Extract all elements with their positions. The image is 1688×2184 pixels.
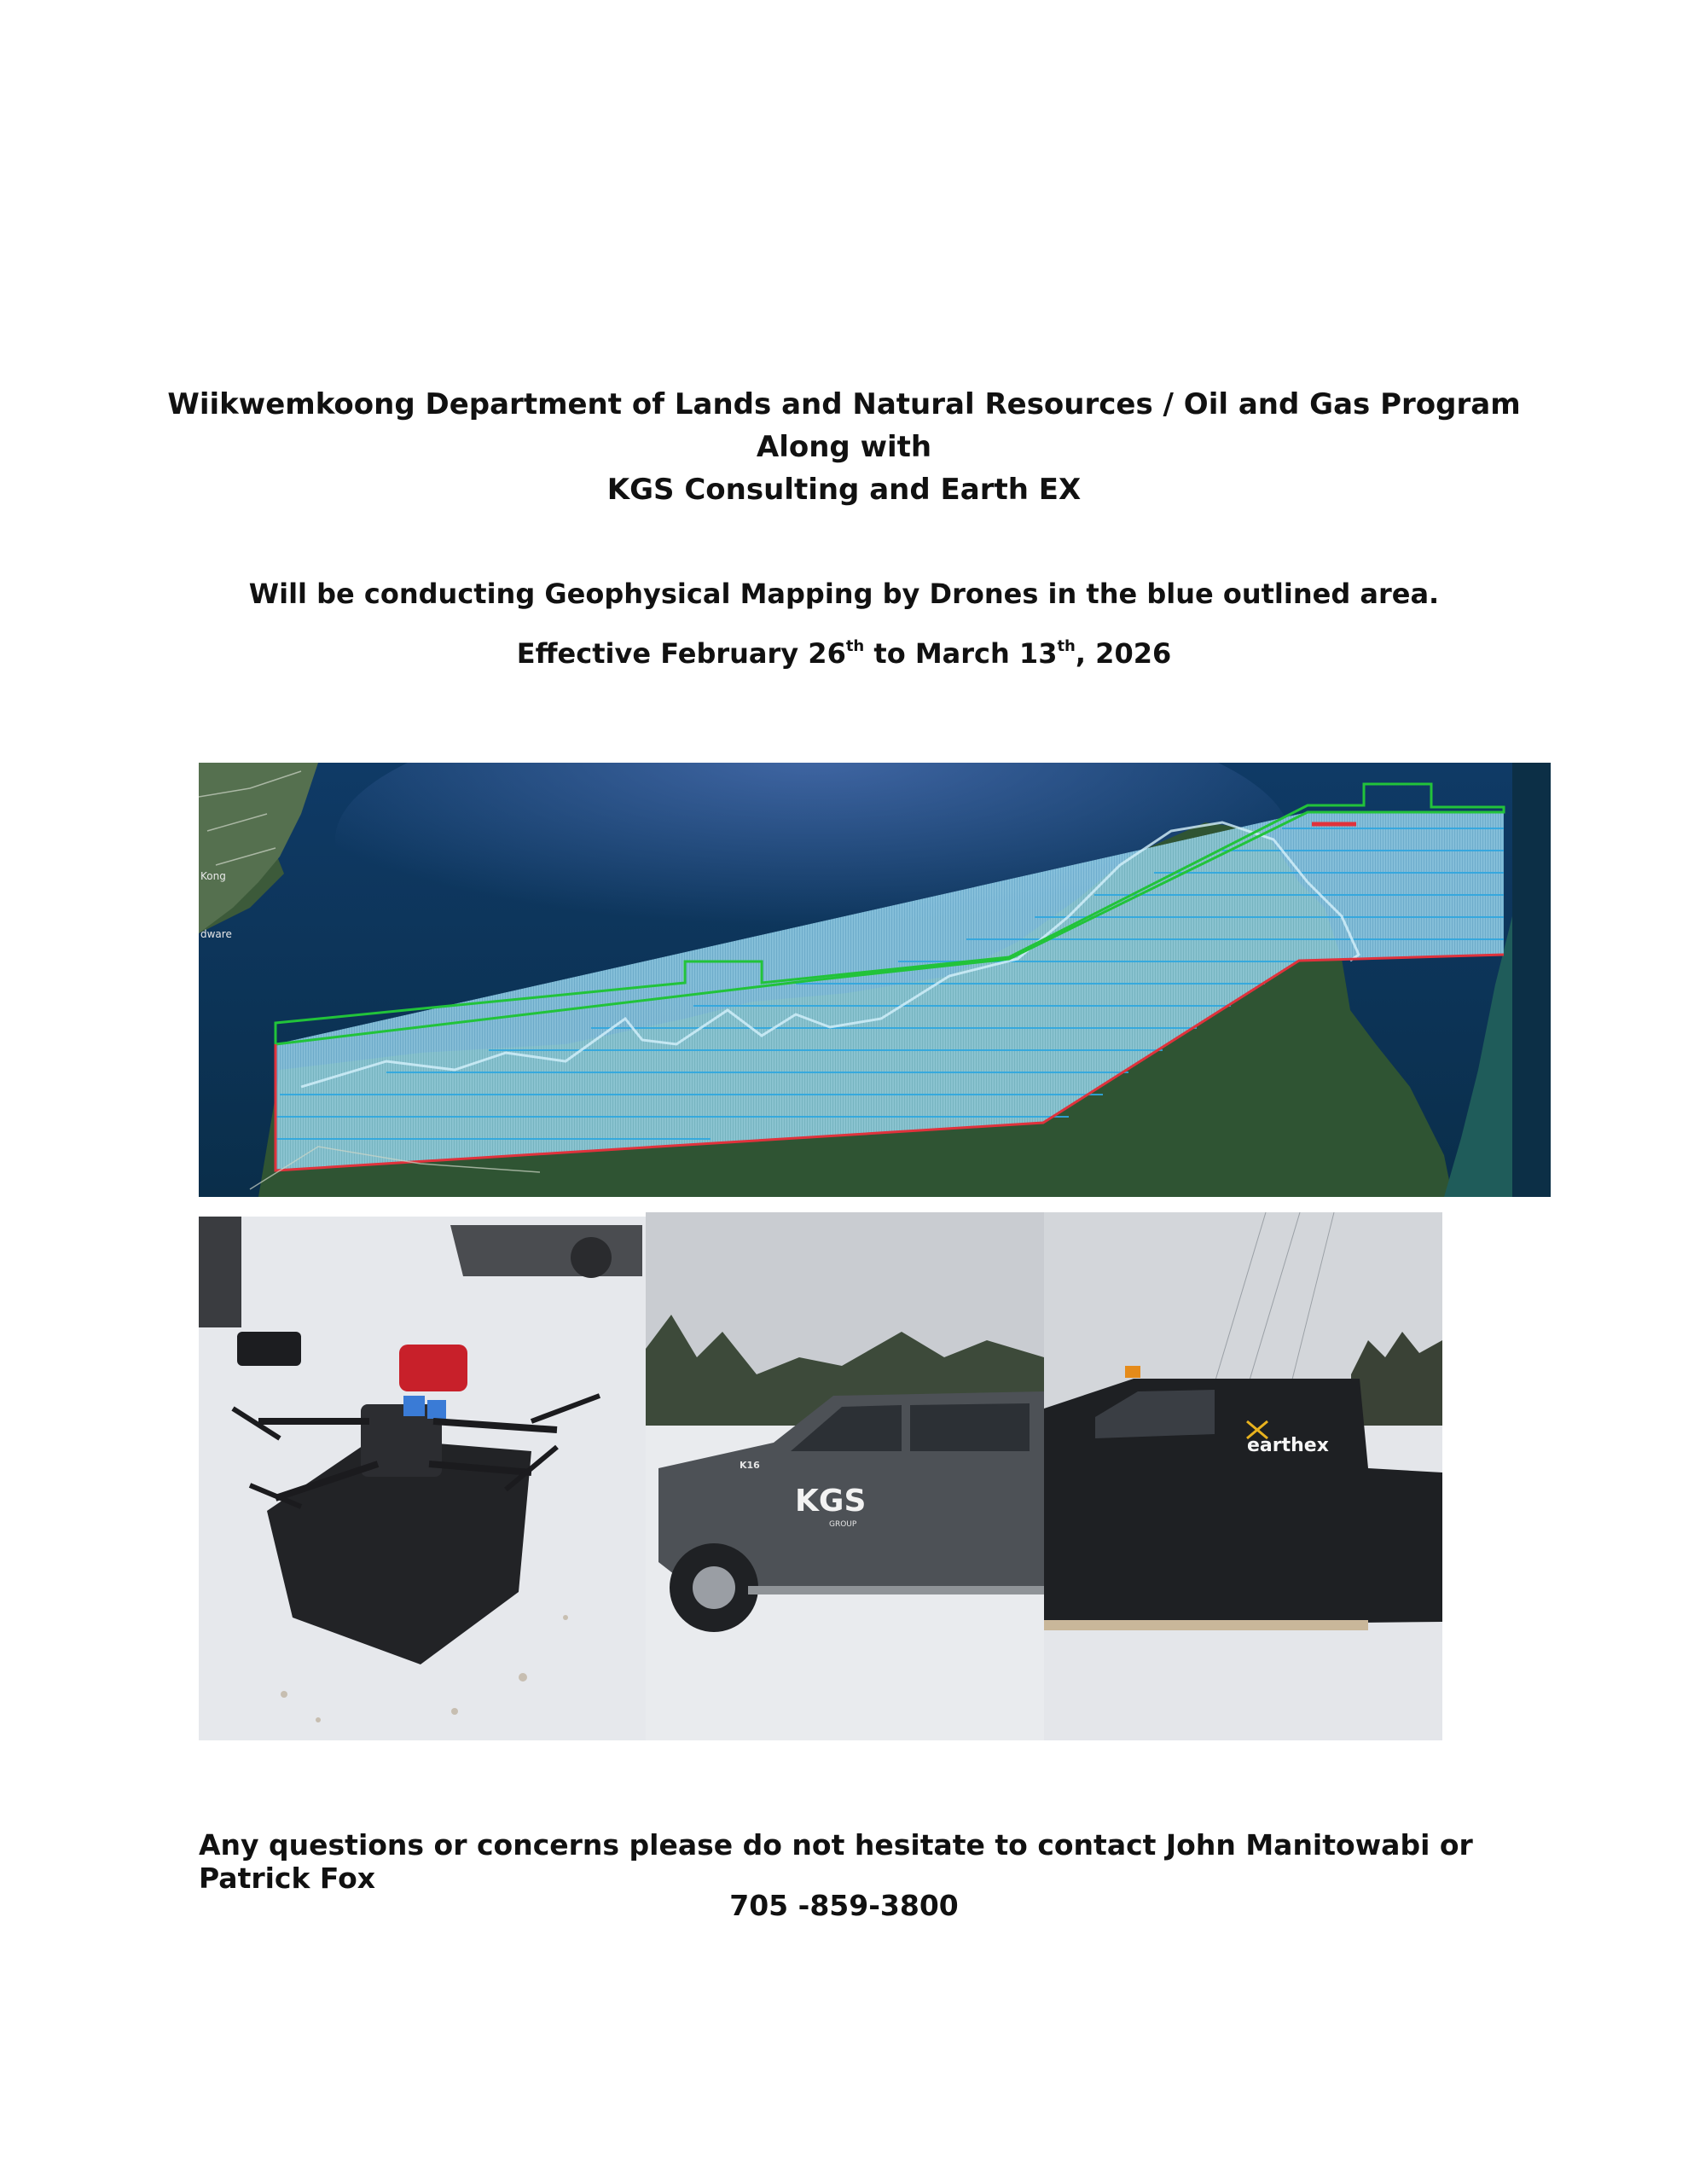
drone-battery	[403, 1396, 425, 1416]
header-line-2: Along with	[756, 430, 932, 464]
beacon-light	[1125, 1366, 1140, 1378]
header-line-3: KGS Consulting and Earth EX	[606, 473, 1082, 507]
contact-text: Any questions or concerns please do not hesitate to contact John Manitowabi or Patrick Fox	[199, 1828, 1473, 1895]
earthex-step-rail	[1044, 1620, 1368, 1630]
kgs-logo: KGS	[795, 1484, 867, 1519]
kgs-fender-label: K16	[740, 1460, 760, 1471]
earthex-logo: earthex	[1247, 1435, 1329, 1456]
kgs-front-hub	[693, 1566, 735, 1609]
dates-sup-1: th	[845, 637, 865, 655]
truck-tire	[450, 1225, 642, 1276]
east-water	[1512, 763, 1551, 1197]
dates-suffix: , 2026	[1075, 637, 1172, 670]
truck-wheel	[571, 1237, 612, 1278]
dates-sup-2: th	[1057, 637, 1076, 655]
contact-phone: 705 -859-3800	[729, 1889, 959, 1922]
survey-area-map	[199, 763, 1551, 1197]
truck-left	[199, 1217, 241, 1327]
earthex-truck-photo	[1044, 1212, 1442, 1740]
kgs-logo-sub: GROUP	[829, 1520, 857, 1529]
drone-battery-2	[427, 1400, 446, 1419]
generator	[399, 1345, 467, 1391]
header-line-1: Wiikwemkoong Department of Lands and Natural Resources / Oil and Gas Program	[167, 387, 1521, 421]
notice-text: Will be conducting Geophysical Mapping by Drones in the blue outlined area.	[248, 578, 1440, 610]
kgs-step-rail	[748, 1586, 1044, 1594]
map-label-kong: Kong	[200, 870, 226, 882]
drone-photo	[199, 1217, 646, 1740]
dates-prefix: Effective February 26	[516, 637, 846, 670]
dates-middle: to March 13	[864, 637, 1058, 670]
battery-case	[237, 1332, 301, 1366]
effective-dates	[0, 637, 1688, 670]
kgs-truck-photo	[646, 1212, 1044, 1740]
map-label-dware: dware	[200, 928, 232, 940]
